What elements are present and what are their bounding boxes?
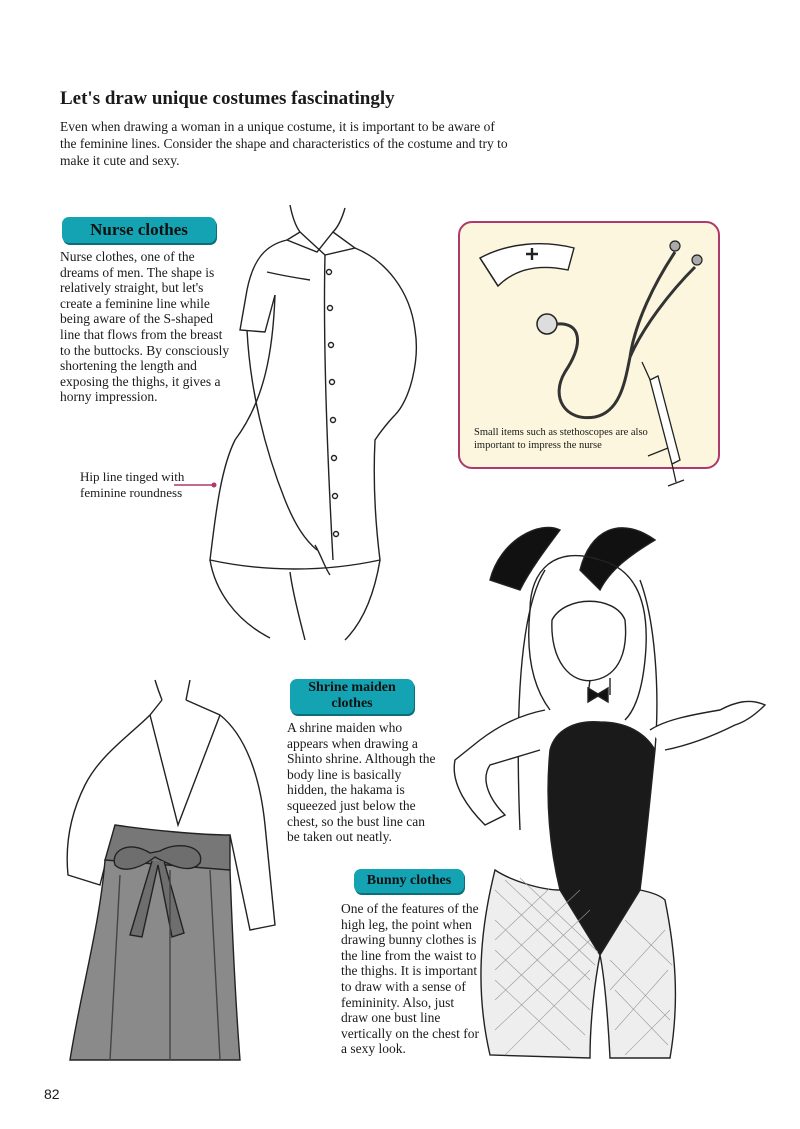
page-number: 82 bbox=[44, 1086, 60, 1102]
shrine-heading: Shrine maiden clothes bbox=[290, 679, 414, 714]
shrine-maiden-figure-drawing bbox=[60, 675, 280, 1065]
nurse-figure-drawing bbox=[205, 200, 405, 640]
bunny-girl-figure-drawing bbox=[450, 510, 770, 1070]
bunny-description: One of the features of the high leg, the point when drawing bunny clothes is the line from the waist to the thighs. It is important to draw with a sense of femininity. Also, just draw one bust line vertically on the chest for a sexy look. bbox=[341, 901, 479, 1057]
shrine-description: A shrine maiden who appears when drawing a Shinto shrine. Although the body line is basically hidden, the hakama is squeezed just below the chest, so the bust line can be taken out neatly. bbox=[287, 720, 436, 845]
bunny-heading: Bunny clothes bbox=[354, 869, 464, 893]
page-title: Let's draw unique costumes fascinatingly bbox=[60, 88, 395, 109]
nurse-description: Nurse clothes, one of the dreams of men. The shape is relatively straight, but let's create a feminine line while being aware of the S-shaped line that flows from the breast to the buttocks. By consciously shortening the length and exposing the thighs, it gives a horny impression. bbox=[60, 249, 230, 405]
inset-caption: Small items such as stethoscopes are also important to impress the nurse bbox=[474, 427, 648, 451]
hip-line-note: Hip line tinged with feminine roundness bbox=[80, 469, 185, 500]
intro-paragraph: Even when drawing a woman in a unique costume, it is important to be aware of the feminine lines. Consider the shape and characteristics of the costume and try to make it cute and sexy. bbox=[60, 119, 508, 168]
nurse-heading: Nurse clothes bbox=[62, 217, 216, 243]
